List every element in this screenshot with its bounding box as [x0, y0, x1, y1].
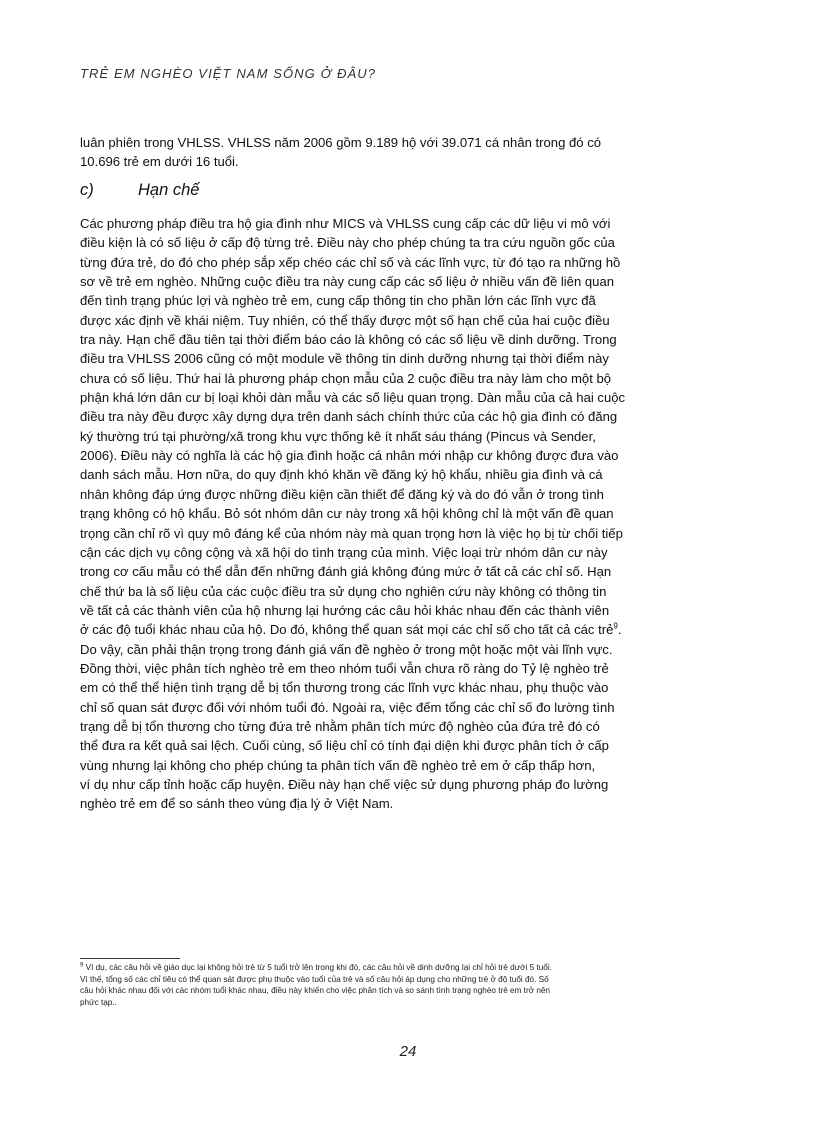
footnote-line: câu hỏi khác nhau đối với các nhóm tuổi khác nhau, điều này khiến cho việc phân tích và so sánh tình trạng nghèo trẻ em trở nên	[80, 986, 550, 995]
section-heading	[80, 181, 199, 200]
body-line: ví dụ như cấp tỉnh hoặc cấp huyện. Điều này hạn chế việc sử dụng phương pháp đo lường	[80, 776, 609, 792]
body-line: sơ về trẻ em nghèo. Những cuộc điều tra này cung cấp các số liệu ở nhiều vấn đề liên quan	[80, 274, 615, 290]
body-line: danh sách mẫu. Hơn nữa, do quy định khó khăn về đăng ký hộ khẩu, nhiều gia đình và cá	[80, 467, 603, 483]
body-line: cận các dịch vụ công cộng và xã hội do tình trạng của mình. Việc loại trừ nhóm dân cư này	[80, 544, 608, 560]
intro-line: luân phiên trong VHLSS. VHLSS năm 2006 gồm 9.189 hộ với 39.071 cá nhân trong đó có	[80, 135, 602, 150]
intro-paragraph	[80, 133, 738, 172]
body-line: trong cơ cấu mẫu có thể dẫn đến những đánh giá không đúng mức ở tất cả các chỉ số. Hạn	[80, 564, 612, 580]
footnote-line-text: Ví dụ, các câu hỏi về giáo dục lại không hỏi trẻ từ 5 tuổi trở lên trong khi đó, các câu hỏi về dinh dưỡng lại chỉ hỏi trẻ dưới 5 tuổi.	[83, 963, 552, 972]
body-line: điều tra này đều được xây dựng dựa trên danh sách chính thức của các hộ gia đình có đăng	[80, 409, 618, 425]
body-line: trọng cần chỉ rõ vì quy mô đáng kể của nhóm này mà quan trọng hơn là việc họ bị từ chối tiếp	[80, 525, 623, 541]
body-line: chưa có số liệu. Thứ hai là phương pháp chọn mẫu của 2 cuộc điều tra này làm cho một bộ	[80, 370, 612, 386]
body-line: thể đưa ra kết quả sai lệch. Cuối cùng, số liệu chỉ có tính đại diện khi được phân tích ở cấp	[80, 738, 609, 754]
body-line: trạng không có hộ khẩu. Bỏ sót nhóm dân cư này trong xã hội không chỉ là một vấn đề quan	[80, 506, 614, 522]
footnote	[80, 962, 740, 1008]
running-header: TRẺ EM NGHÈO VIỆT NAM SỐNG Ở ĐÂU?	[80, 66, 377, 81]
footnote-reference-tail: .	[617, 622, 622, 638]
body-line: đến tình trạng phúc lợi và nghèo trẻ em, cung cấp thông tin cho phần lớn các lĩnh vực đã	[80, 293, 596, 309]
body-line: 2006). Điều này có nghĩa là các hộ gia đình hoặc cá nhân mới nhập cư không được đưa vào	[80, 448, 619, 464]
body-line: chỉ số quan sát được đối với nhóm tuổi đó. Ngoài ra, việc đếm tổng các chỉ số đo lường tình	[80, 699, 615, 715]
footnote-line: Vì thế, tổng số các chỉ tiêu có thể quan sát được phụ thuộc vào tuổi của trẻ và số câu hỏi áp dụng cho những trẻ ở độ tuổi đó. Số	[80, 974, 549, 984]
body-line: nhân không đáp ứng được những điều kiện cần thiết để đăng ký và do đó vẫn ở trong tình	[80, 486, 604, 502]
body-line: chế thứ ba là số liệu của các cuộc điều tra sử dụng cho nghiên cứu này không có thông tin	[80, 583, 607, 599]
body-paragraph	[80, 214, 740, 814]
section-number: c)	[80, 181, 94, 199]
body-line: Đồng thời, việc phân tích nghèo trẻ em theo nhóm tuổi vẫn chưa rõ ràng do Tỷ lệ nghèo trẻ	[80, 660, 609, 676]
body-line: vùng nhưng lại không cho phép chúng ta phân tích vấn đề nghèo trẻ em ở cấp thấp hơn,	[80, 757, 596, 773]
footnote-line: phức tạp..	[80, 997, 117, 1007]
body-line	[80, 620, 740, 639]
body-line: điều kiện là có số liệu ở cấp độ từng trẻ. Điều này cho phép chúng ta tra cứu nguồn gốc của	[80, 235, 615, 251]
body-line: nghèo trẻ em để so sánh theo vùng địa lý ở Việt Nam.	[80, 796, 394, 812]
intro-line: 10.696 trẻ em dưới 16 tuổi.	[80, 154, 239, 170]
footnote-divider	[80, 958, 180, 959]
body-line: từng đứa trẻ, do đó cho phép sắp xếp chéo các chỉ số và các lĩnh vực, từ đó tạo ra những hồ	[80, 254, 621, 270]
body-line: Các phương pháp điều tra hộ gia đình như MICS và VHLSS cung cấp các dữ liệu vi mô với	[80, 216, 611, 231]
body-line: được xác định về khái niệm. Tuy nhiên, có thể thấy được một số hạn chế của hai cuộc điều	[80, 312, 610, 328]
body-line: tra này. Hạn chế đầu tiên tại thời điểm báo cáo là không có các số liệu về dinh dưỡng. Trong	[80, 332, 617, 348]
page-number: 24	[399, 1043, 417, 1060]
body-line: Do vậy, cần phải thận trọng trong đánh giá vấn đề nghèo ở trong một hoặc một vài lĩnh vực.	[80, 641, 613, 657]
body-line: em có thể thể hiện tình trạng dễ bị tổn thương trong các lĩnh vực khác nhau, phụ thuộc vào	[80, 680, 609, 696]
body-line: trạng dễ bị tổn thương cho từng đứa trẻ nhằm phân tích mức độ nghèo của đứa trẻ đó có	[80, 718, 600, 734]
body-line-text: ở các độ tuổi khác nhau của hộ. Do đó, không thể quan sát mọi các chỉ số cho tất cả các trẻ	[80, 622, 614, 638]
body-line: điều tra VHLSS 2006 cũng có một module về thông tin dinh dưỡng nhưng tại thời điểm này	[80, 351, 609, 367]
body-line: về tất cả các thành viên của hộ nhưng lại hướng các câu hỏi khác nhau đến các thành viên	[80, 602, 610, 618]
footnote-marker: 9	[80, 962, 84, 969]
footnote-line	[80, 962, 740, 974]
section-title: Hạn chế	[138, 181, 200, 199]
body-line: phận khá lớn dân cư bị loại khỏi dàn mẫu và các số liệu quan trọng. Dàn mẫu của cả hai cuộc	[80, 390, 626, 406]
body-line: ký thường trú tại phường/xã trong khu vực thống kê ít nhất sáu tháng (Pincus và Sender,	[80, 428, 596, 444]
footnote-reference[interactable]: 9	[613, 621, 618, 631]
